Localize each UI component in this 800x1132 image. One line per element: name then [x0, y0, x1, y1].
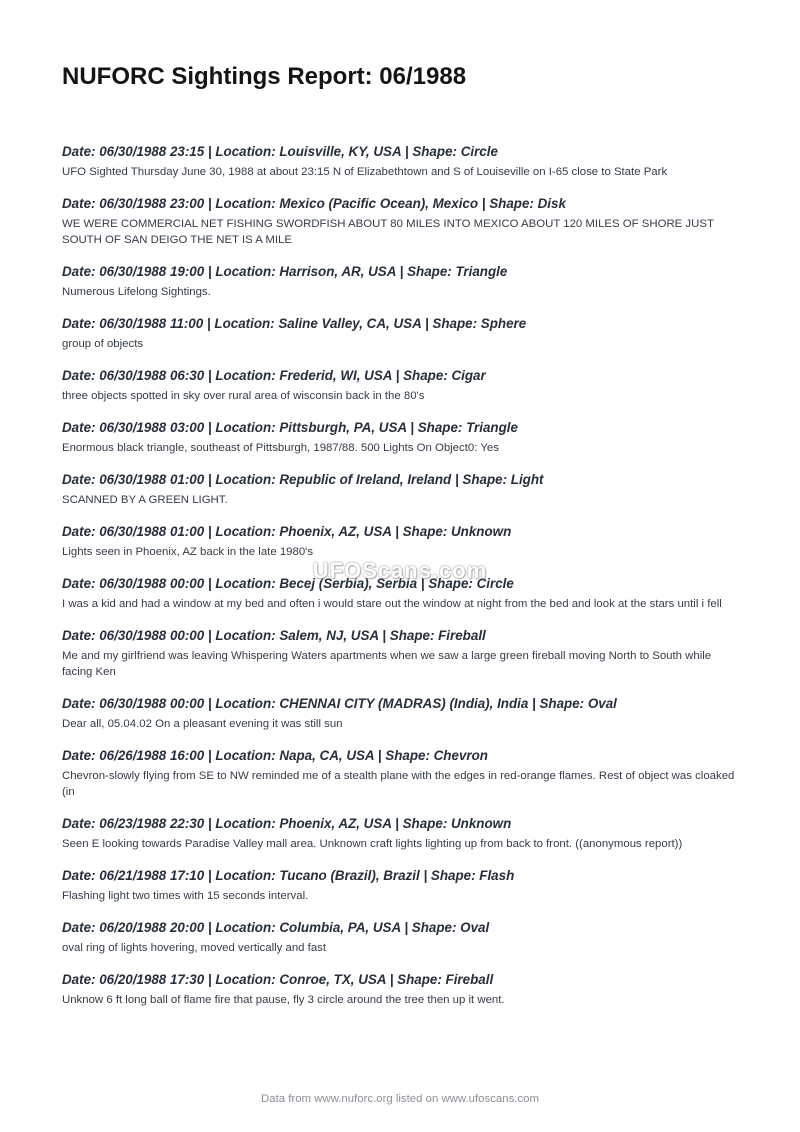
- sighting-description: Me and my girlfriend was leaving Whispering Waters apartments when we saw a large green fireball moving North to South while facing Ken: [62, 650, 712, 678]
- page-title: NUFORC Sightings Report: 06/1988: [62, 63, 467, 90]
- sighting-header: Date: 06/30/1988 03:00 | Location: Pittsburgh, PA, USA | Shape: Triangle: [62, 420, 518, 435]
- sighting-header: Date: 06/30/1988 01:00 | Location: Republic of Ireland, Ireland | Shape: Light: [62, 472, 544, 487]
- sighting-description: group of objects: [62, 338, 144, 350]
- sighting-description: oval ring of lights hovering, moved vertically and fast: [62, 942, 327, 954]
- sighting-description: I was a kid and had a window at my bed and often i would stare out the window at night from the bed and look at the stars until i fell: [62, 598, 722, 610]
- sighting-description: Unknow 6 ft long ball of flame fire that pause, fly 3 circle around the tree then up it went.: [62, 994, 505, 1006]
- sighting-header: Date: 06/30/1988 06:30 | Location: Frederid, WI, USA | Shape: Cigar: [62, 368, 486, 383]
- list-item: [62, 747, 742, 800]
- sighting-header: Date: 06/20/1988 20:00 | Location: Columbia, PA, USA | Shape: Oval: [62, 920, 490, 935]
- sighting-header: Date: 06/30/1988 00:00 | Location: Salem, NJ, USA | Shape: Fireball: [62, 628, 486, 643]
- sighting-description: Lights seen in Phoenix, AZ back in the late 1980's: [62, 546, 314, 558]
- sighting-header: Date: 06/30/1988 23:15 | Location: Louisville, KY, USA | Shape: Circle: [62, 144, 498, 159]
- sighting-description: UFO Sighted Thursday June 30, 1988 at about 23:15 N of Elizabethtown and S of Louiseville on I-65 close to State Park: [62, 166, 668, 178]
- sighting-header: Date: 06/26/1988 16:00 | Location: Napa, CA, USA | Shape: Chevron: [62, 748, 488, 763]
- footer-source-note: Data from www.nuforc.org listed on www.ufoscans.com: [261, 1093, 539, 1105]
- list-item: [62, 523, 742, 560]
- sighting-description: Seen E looking towards Paradise Valley mall area. Unknown craft lights lighting up from back to front. ((anonymous report)): [62, 838, 683, 850]
- list-item: [62, 263, 742, 300]
- list-item: [62, 367, 742, 404]
- list-item: [62, 919, 742, 956]
- sighting-header: Date: 06/20/1988 17:30 | Location: Conroe, TX, USA | Shape: Fireball: [62, 972, 494, 987]
- sighting-header: Date: 06/23/1988 22:30 | Location: Phoenix, AZ, USA | Shape: Unknown: [62, 816, 512, 831]
- sighting-description: WE WERE COMMERCIAL NET FISHING SWORDFISH ABOUT 80 MILES INTO MEXICO ABOUT 120 MILES OF SHORE JUST SOUTH OF SAN DEIGO THE NET IS A MILE: [62, 218, 714, 246]
- list-item: [62, 867, 742, 904]
- sighting-header: Date: 06/30/1988 19:00 | Location: Harrison, AR, USA | Shape: Triangle: [62, 264, 508, 279]
- sighting-header: Date: 06/21/1988 17:10 | Location: Tucano (Brazil), Brazil | Shape: Flash: [62, 868, 515, 883]
- sighting-description: SCANNED BY A GREEN LIGHT.: [62, 494, 228, 506]
- sighting-header: Date: 06/30/1988 00:00 | Location: Becej (Serbia), Serbia | Shape: Circle: [62, 576, 514, 591]
- list-item: [62, 695, 742, 732]
- sighting-description: Numerous Lifelong Sightings.: [62, 286, 211, 298]
- watermark: UFOScans.com: [312, 558, 488, 583]
- sighting-header: Date: 06/30/1988 23:00 | Location: Mexico (Pacific Ocean), Mexico | Shape: Disk: [62, 196, 566, 211]
- list-item: [62, 143, 742, 180]
- sighting-description: Chevron-slowly flying from SE to NW reminded me of a stealth plane with the edges in red-orange flames. Rest of object was cloaked (in: [62, 770, 735, 798]
- sighting-description: Dear all, 05.04.02 On a pleasant evening it was still sun: [62, 718, 343, 730]
- list-item: [62, 971, 742, 1008]
- sighting-header: Date: 06/30/1988 00:00 | Location: CHENNAI CITY (MADRAS) (India), India | Shape: Oval: [62, 696, 617, 711]
- sighting-header: Date: 06/30/1988 11:00 | Location: Saline Valley, CA, USA | Shape: Sphere: [62, 316, 527, 331]
- list-item: [62, 315, 742, 352]
- sighting-description: three objects spotted in sky over rural area of wisconsin back in the 80's: [62, 390, 425, 402]
- sighting-description: Flashing light two times with 15 seconds interval.: [62, 890, 309, 902]
- sighting-description: Enormous black triangle, southeast of Pittsburgh, 1987/88. 500 Lights On Object0: Yes: [62, 442, 499, 454]
- sighting-header: Date: 06/30/1988 01:00 | Location: Phoenix, AZ, USA | Shape: Unknown: [62, 524, 512, 539]
- list-item: [62, 815, 742, 852]
- list-item: [62, 419, 742, 456]
- list-item: [62, 195, 742, 248]
- list-item: [62, 471, 742, 508]
- list-item: [62, 627, 742, 680]
